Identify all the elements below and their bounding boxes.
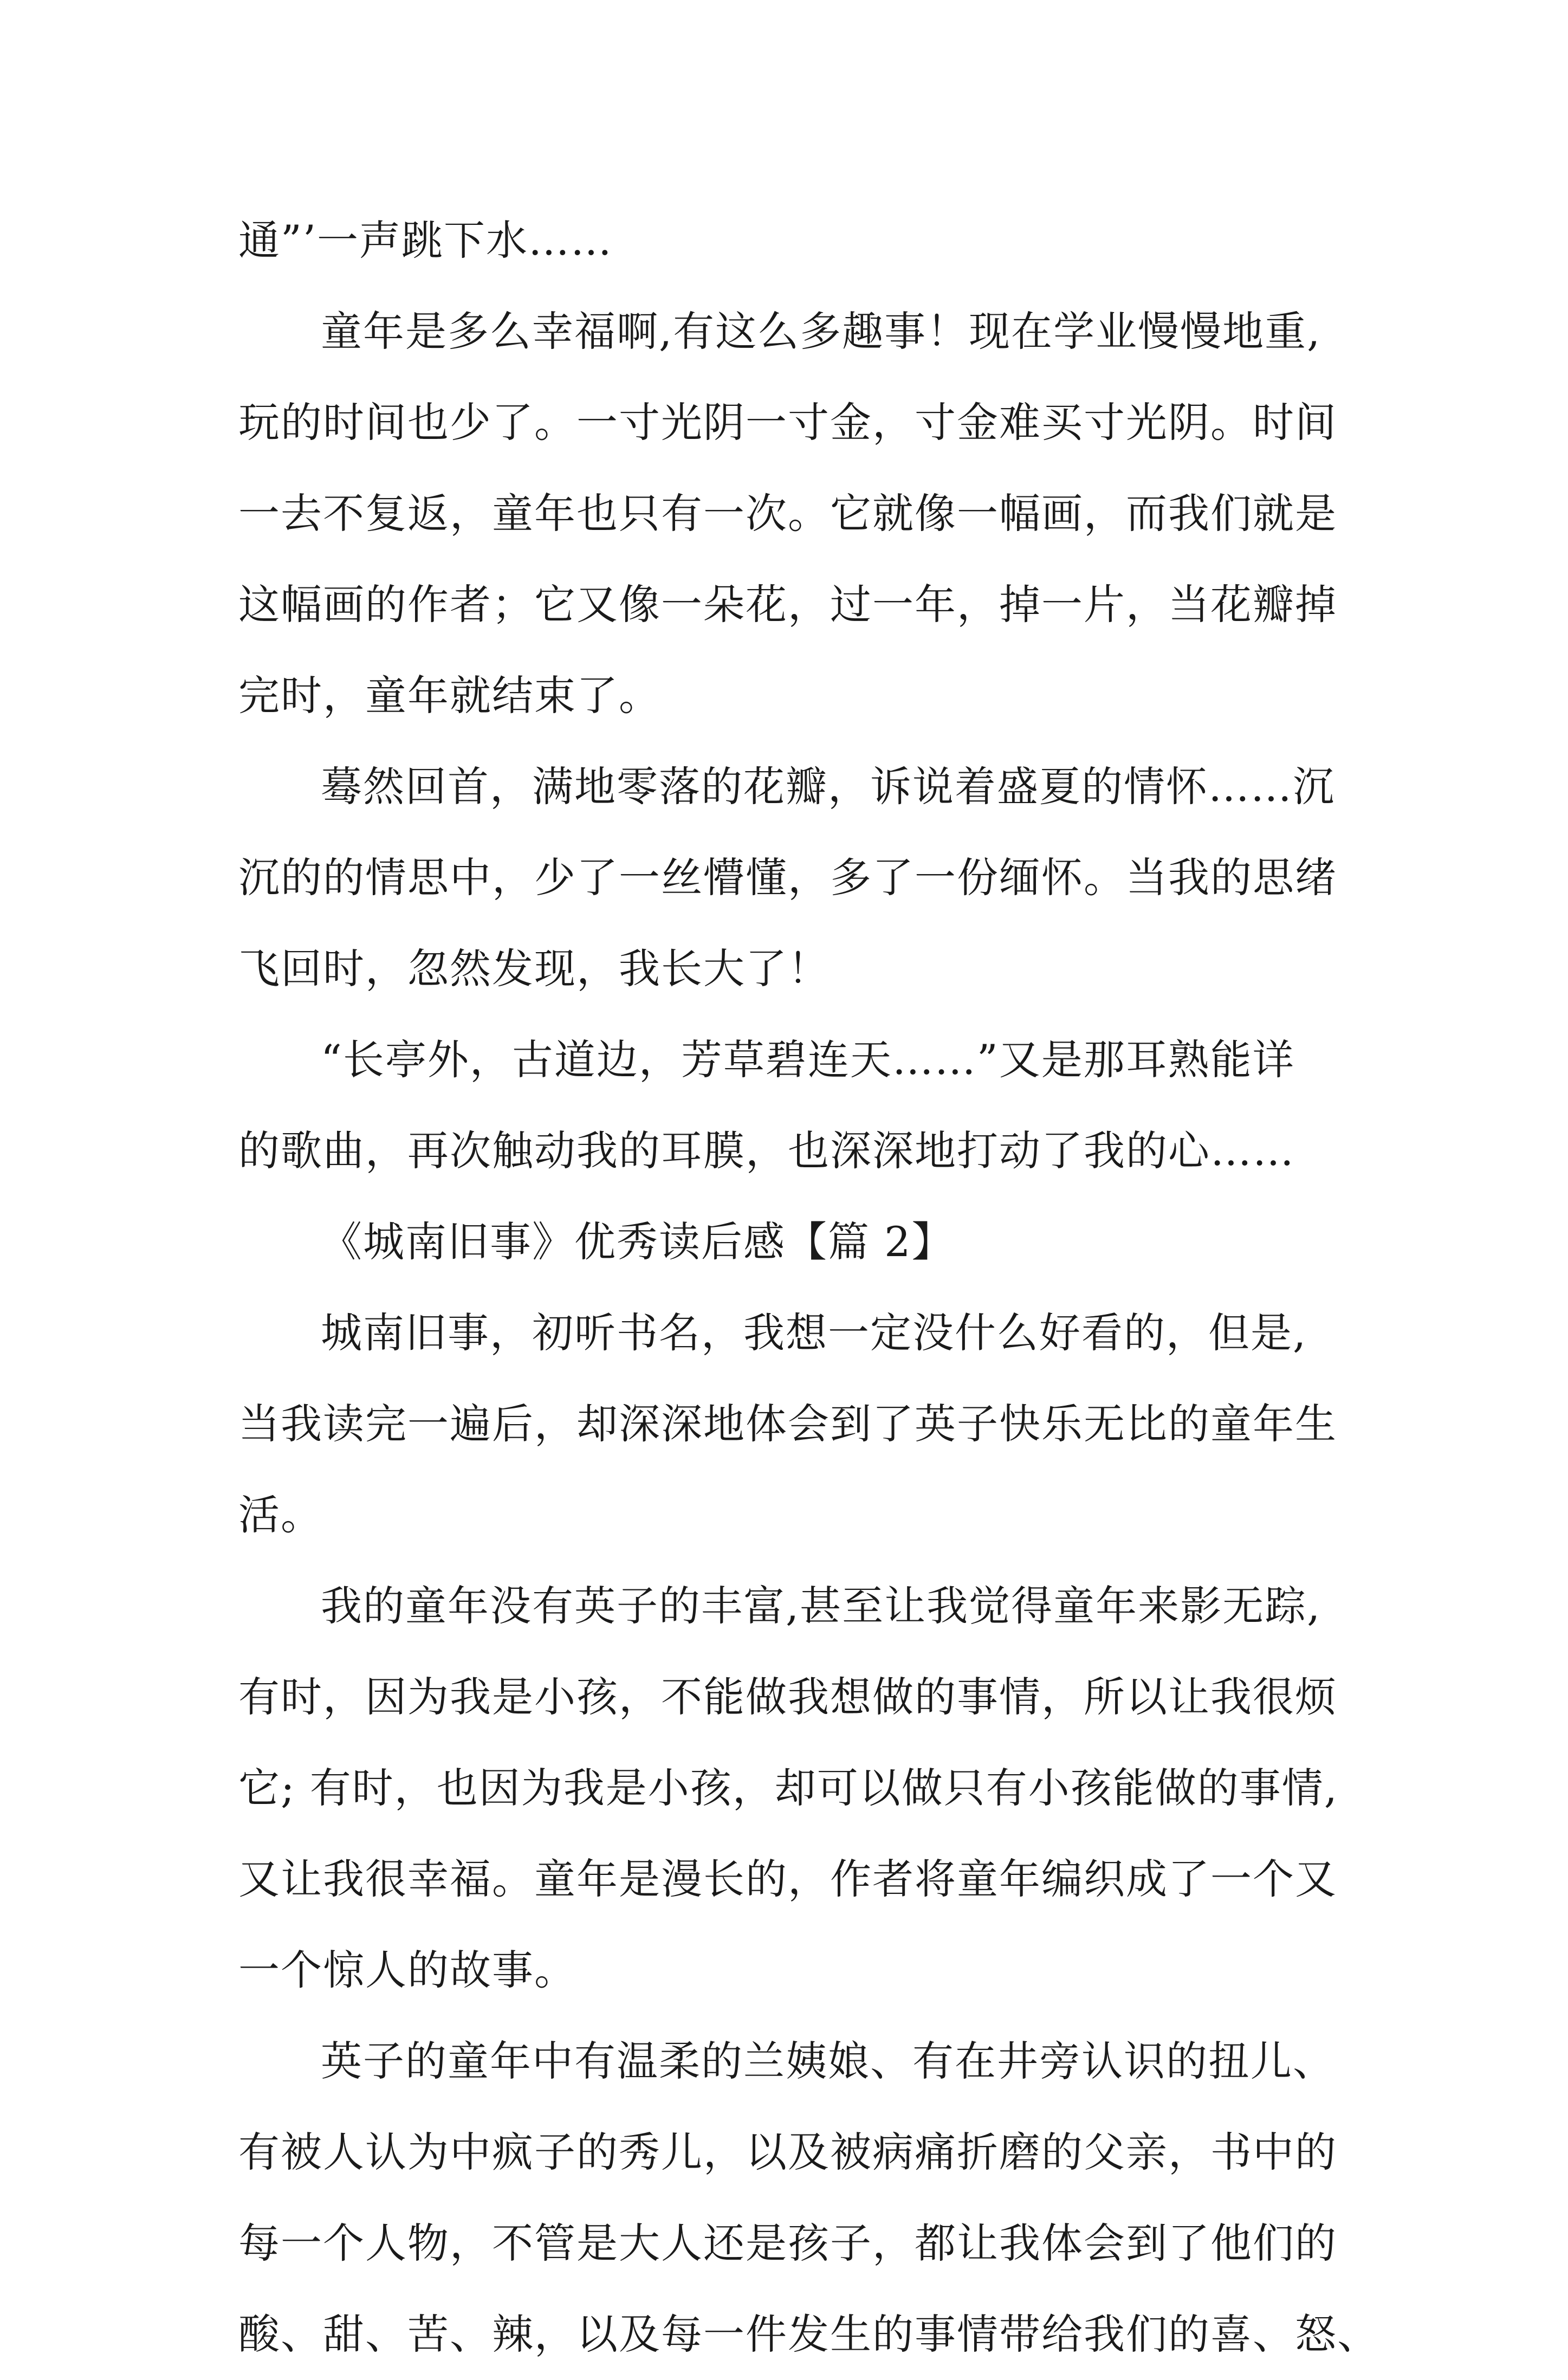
paragraph-start-line: 我的童年没有英子的丰富,甚至让我觉得童年来影无踪, — [321, 1582, 1321, 1630]
paragraph-start-line: 童年是多么幸福啊,有这么多趣事！现在学业慢慢地重, — [321, 307, 1321, 355]
text-line: 又让我很幸福。童年是漫长的，作者将童年编织成了一个又 — [238, 1855, 1337, 1903]
section-heading: 《城南旧事》优秀读后感【篇 2】 — [321, 1218, 954, 1266]
text-line: 当我读完一遍后，却深深地体会到了英子快乐无比的童年生 — [238, 1400, 1337, 1448]
text-line: 一去不复返，童年也只有一次。它就像一幅画，而我们就是 — [238, 489, 1337, 538]
text-line: 有被人认为中疯子的秀儿，以及被病痛折磨的父亲，书中的 — [238, 2128, 1337, 2176]
text-line: 它; 有时，也因为我是小孩，却可以做只有小孩能做的事情, — [238, 1764, 1338, 1812]
text-line: 酸、甜、苦、辣，以及每一件发生的事情带给我们的喜、怒、 — [238, 2310, 1379, 2358]
text-line: 沉的的情思中，少了一丝懵懂，多了一份缅怀。当我的思绪 — [238, 853, 1337, 902]
paragraph-start-line: “长亭外，古道边，芳草碧连天……”又是那耳熟能详 — [321, 1036, 1295, 1084]
paragraph-start-line: 城南旧事，初听书名，我想一定没什么好看的，但是, — [321, 1309, 1307, 1357]
text-line: 一个惊人的故事。 — [238, 1946, 576, 1994]
text-line: 飞回时，忽然发现，我长大了！ — [238, 945, 830, 993]
paragraph-start-line: 蓦然回首，满地零落的花瓣，诉说着盛夏的情怀……沉 — [321, 762, 1335, 811]
text-line: 玩的时间也少了。一寸光阴一寸金，寸金难买寸光阴。时间 — [238, 398, 1337, 447]
document-body — [238, 195, 1387, 2380]
text-line: 有时，因为我是小孩，不能做我想做的事情，所以让我很烦 — [238, 1673, 1337, 1721]
text-line: 完时，童年就结束了。 — [238, 671, 661, 720]
text-line: 每一个人物，不管是大人还是孩子，都让我体会到了他们的 — [238, 2219, 1337, 2267]
text-line: 的歌曲，再次触动我的耳膜，也深深地打动了我的心…… — [238, 1127, 1295, 1175]
paragraph-start-line: 英子的童年中有温柔的兰姨娘、有在井旁认识的扭儿、 — [321, 2037, 1335, 2085]
text-line: 活。 — [238, 1491, 323, 1539]
text-line: 这幅画的作者；它又像一朵花，过一年，掉一片，当花瓣掉 — [238, 580, 1337, 629]
text-line: 通”’一声跳下水…… — [238, 216, 613, 264]
